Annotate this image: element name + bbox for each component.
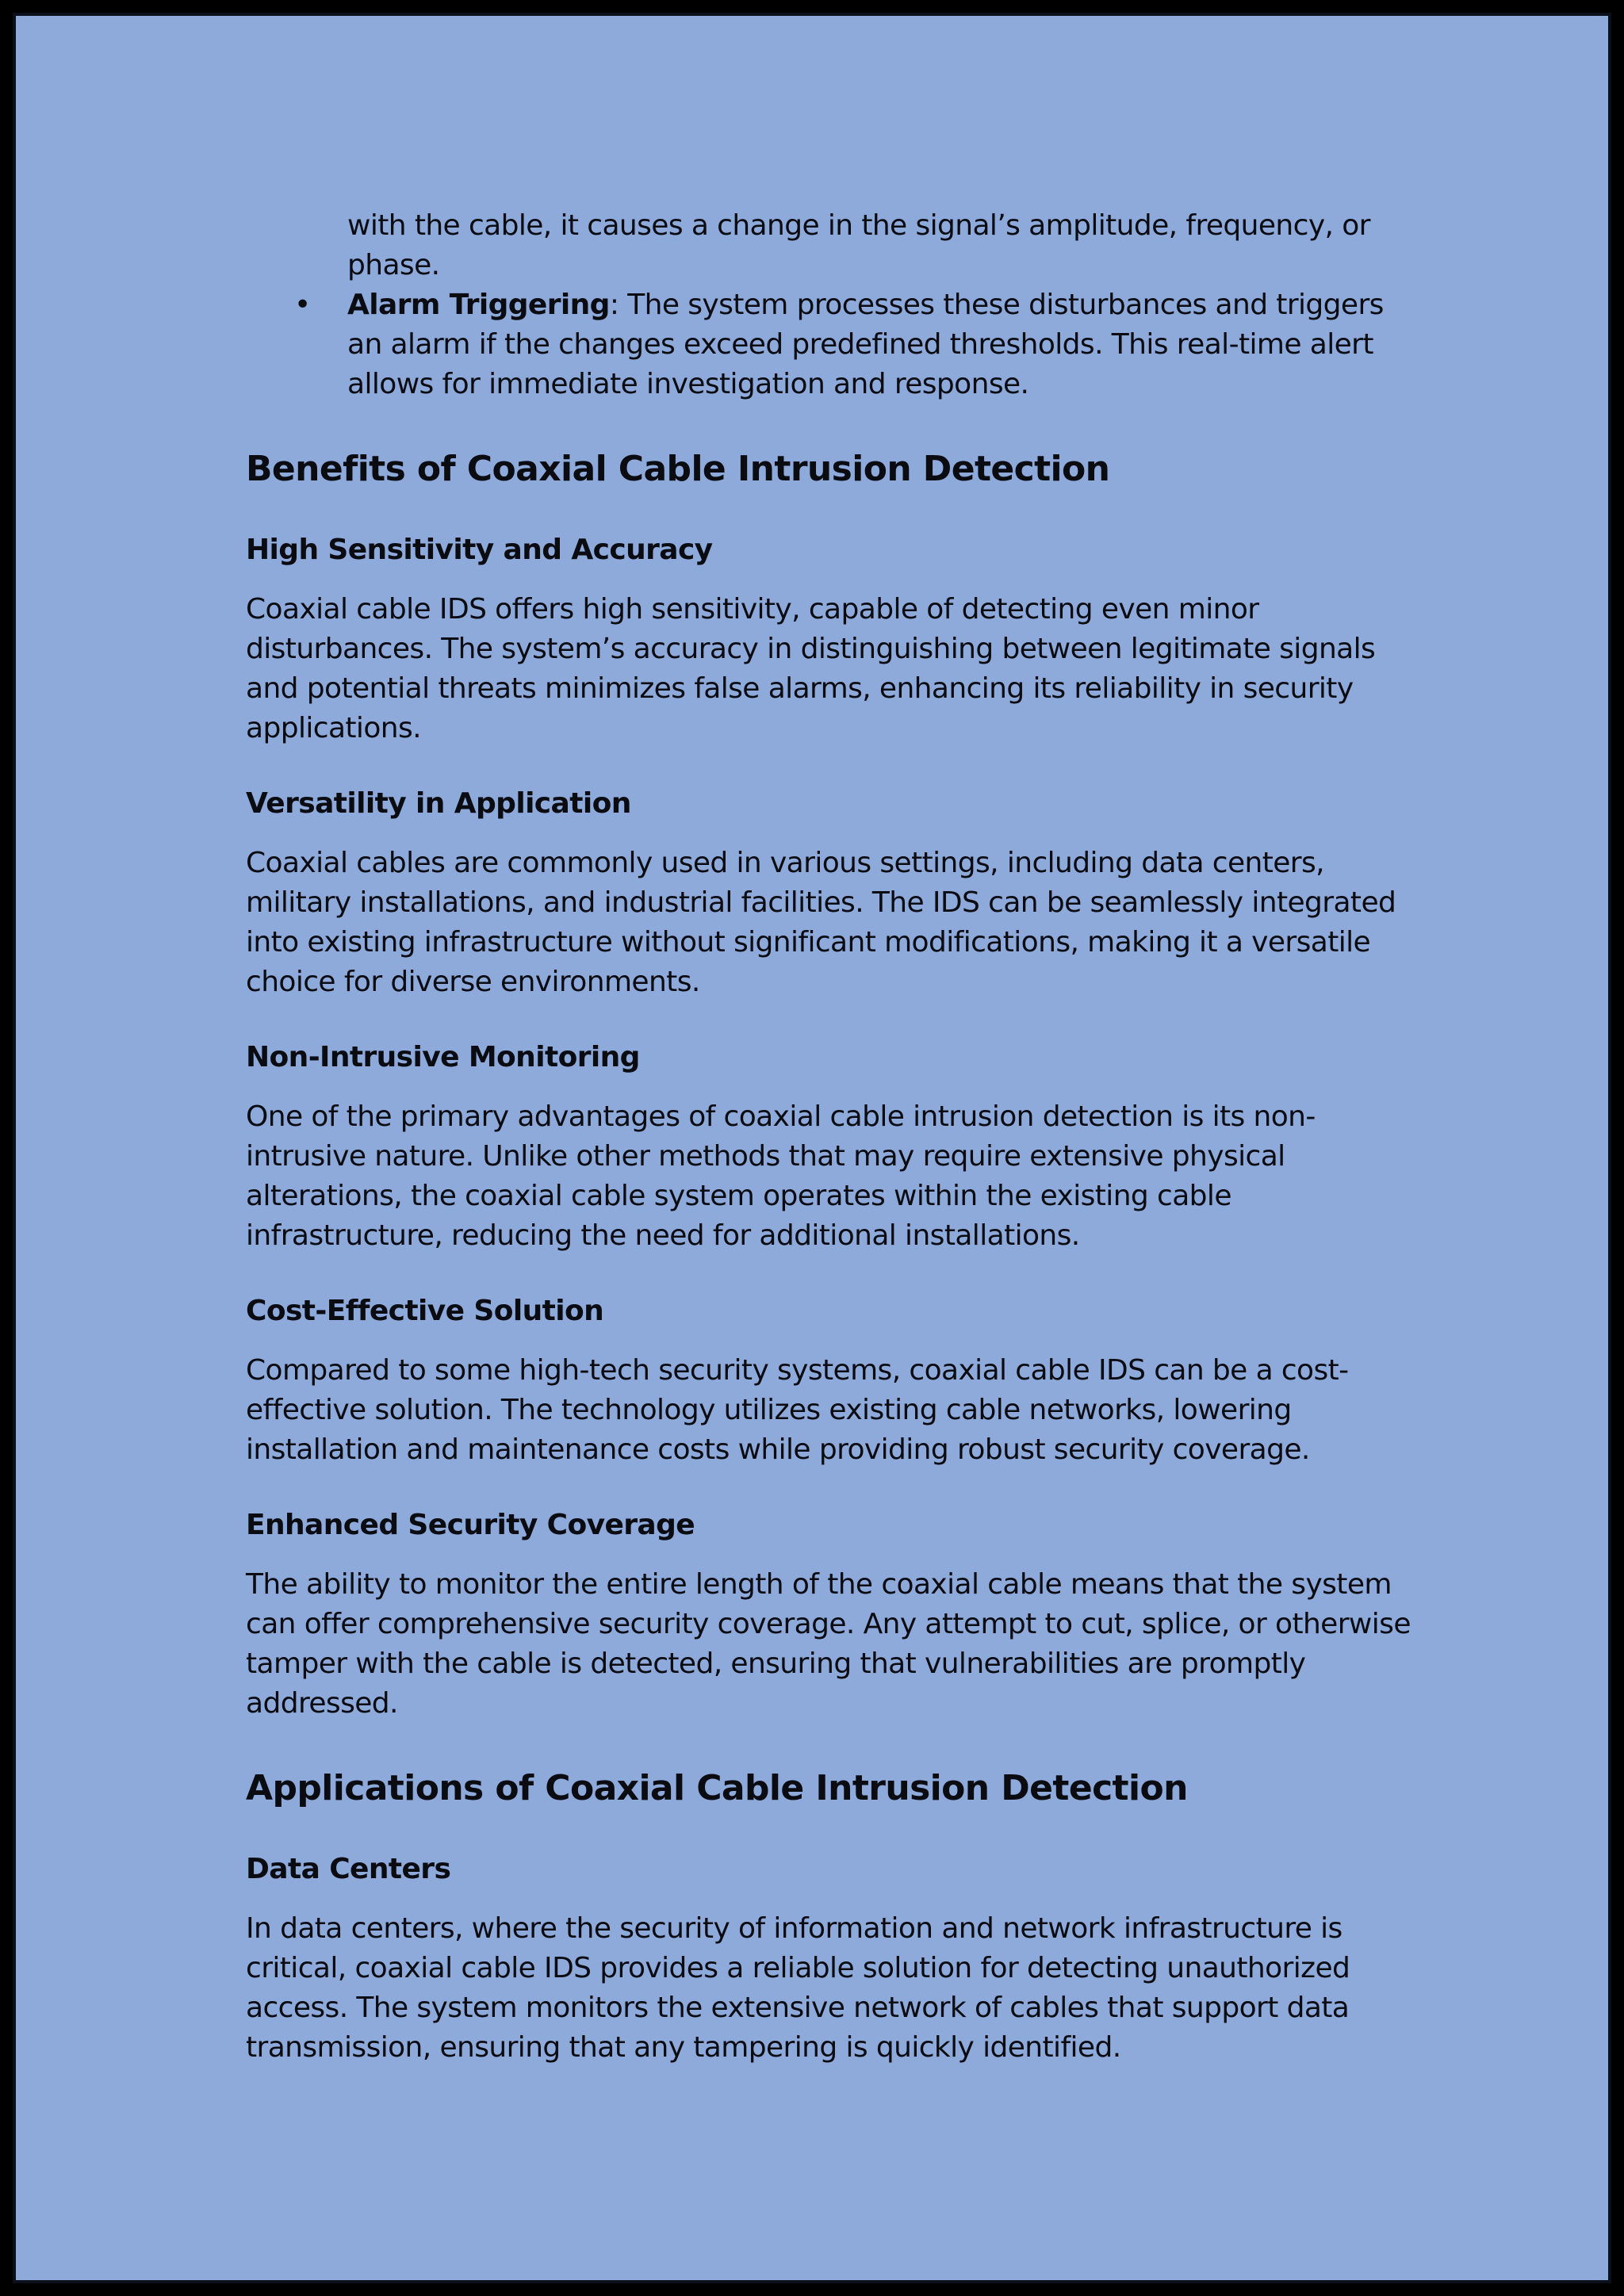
document-content [246,206,1419,2068]
subheading-versatility: Versatility in Application [246,787,631,820]
paragraph-cost-effective: Compared to some high-tech security systems, coaxial cable IDS can be a cost-effective solution. The technology utilizes existing cable networks, lowering installation and maintenance costs while providing robust security coverage. [246,1354,1349,1466]
paragraph-versatility: Coaxial cables are commonly used in various settings, including data centers, military installations, and industrial facilities. The IDS can be seamlessly integrated into existing infrastructure without significant modifications, making it a versatile choice for diverse environments. [246,847,1396,998]
paragraph-enhanced-coverage: The ability to monitor the entire length of the coaxial cable means that the system can offer comprehensive security coverage. Any attempt to cut, splice, or otherwise tamper with the cable is detected, ensuring that vulnerabilities are promptly addressed. [246,1568,1411,1720]
subheading-data-centers: Data Centers [246,1853,451,1885]
subheading-high-sensitivity: High Sensitivity and Accuracy [246,534,713,566]
continuation-paragraph: with the cable, it causes a change in the signal’s amplitude, frequency, or phase. [347,209,1370,281]
paragraph-data-centers: In data centers, where the security of information and network infrastructure is critical, coaxial cable IDS provides a reliable solution for detecting unauthorized access. The system monitors the extensive network of cables that support data transmission, ensuring that any tampering is quickly identified. [246,1912,1350,2064]
benefits-heading: Benefits of Coaxial Cable Intrusion Detection [246,449,1110,489]
bullet-term: Alarm Triggering [347,289,610,321]
bullet-text: : The system processes these disturbances and triggers an alarm if the changes exceed predefined thresholds. This real-time alert allows for immediate investigation and response. [347,289,1384,400]
subheading-cost-effective: Cost-Effective Solution [246,1295,604,1327]
paragraph-high-sensitivity: Coaxial cable IDS offers high sensitivity, capable of detecting even minor disturbances. The system’s accuracy in distinguishing between legitimate signals and potential threats minimizes false alarms, enhancing its reliability in security applications. [246,593,1376,744]
subheading-non-intrusive: Non-Intrusive Monitoring [246,1041,640,1073]
applications-heading: Applications of Coaxial Cable Intrusion Detection [246,1768,1188,1808]
bullet-icon: • [294,289,311,321]
bullet-item-alarm-triggering [294,285,1419,404]
subheading-enhanced-coverage: Enhanced Security Coverage [246,1509,695,1541]
paragraph-non-intrusive: One of the primary advantages of coaxial cable intrusion detection is its non-intrusive nature. Unlike other methods that may require extensive physical alterations, the coaxial cable system operates within the existing cable infrastructure, reducing the need for additional installations. [246,1100,1316,1252]
bullet-list [246,285,1419,404]
